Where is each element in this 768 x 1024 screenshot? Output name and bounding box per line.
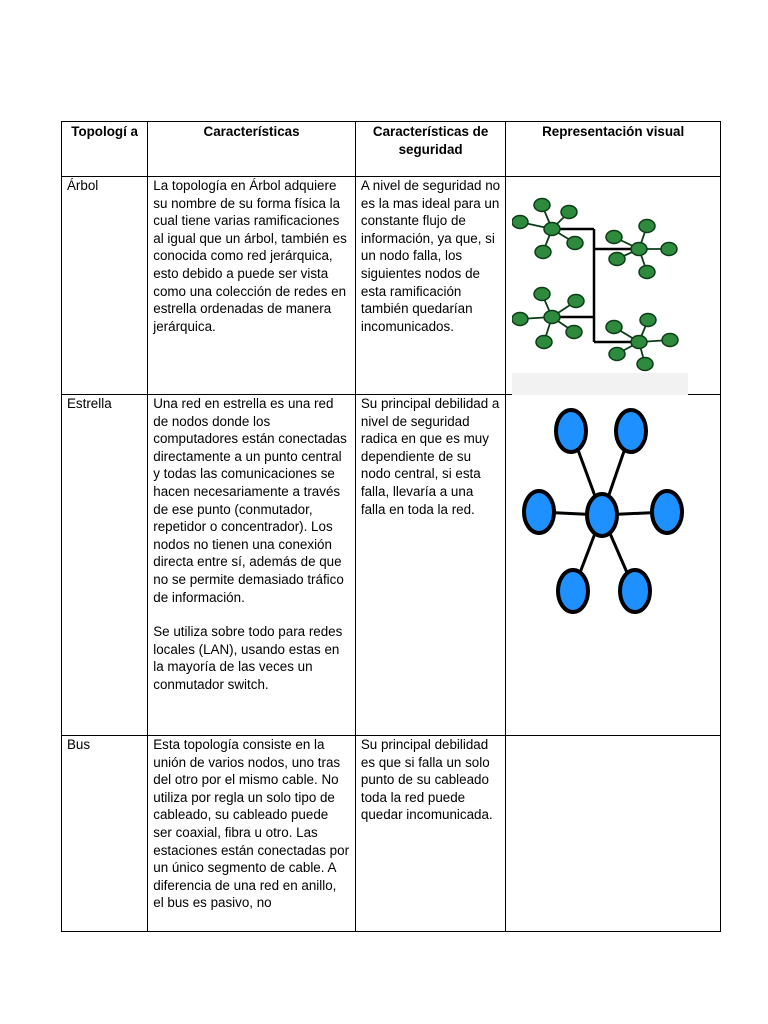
- header-representacion: Representación visual: [506, 122, 721, 177]
- row-seguridad-estrella: Su principal debilidad a nivel de seguridad radica en que es muy dependiente de su nodo central, si esta falla, llevaría a una falla en toda la red.: [355, 395, 505, 736]
- row-caracteristicas-bus: Esta topología consiste en la unión de varios nodos, uno tras del otro por el mismo cable. No utiliza por regla un solo tipo de cableado, su cableado puede ser coaxial, fibra u otro. Las estaciones están conectadas por un único segmento de cable. A diferencia de una red en anillo, el bus es pasivo, no: [148, 736, 356, 932]
- row-representacion-estrella: [506, 395, 721, 736]
- table-header-row: [62, 122, 721, 177]
- table-row-bus: [62, 736, 721, 932]
- row-seguridad-bus: Su principal debilidad es que si falla un solo punto de su cableado toda la red puede quedar incomunicada.: [355, 736, 505, 932]
- row-representacion-bus: [506, 736, 721, 932]
- table-row-estrella: [62, 395, 721, 736]
- row-caracteristicas-estrella: [148, 395, 356, 736]
- table-row-arbol: [62, 177, 721, 395]
- row-name-estrella: Estrella: [62, 395, 148, 736]
- header-topologia: Topologí a: [62, 122, 148, 177]
- header-seguridad: Características de seguridad: [355, 122, 505, 177]
- row-name-arbol: Árbol: [62, 177, 148, 395]
- tree-topology-diagram: [512, 177, 688, 395]
- row-name-bus: Bus: [62, 736, 148, 932]
- star-topology-diagram: [516, 401, 688, 623]
- row-seguridad-arbol: A nivel de seguridad no es la mas ideal para un constante flujo de información, ya que, si un nodo falla, los siguientes nodos de esta ramificación también quedarían incomunicados.: [355, 177, 505, 395]
- row-representacion-arbol: [506, 177, 721, 395]
- estrella-caracteristicas-p2: Se utiliza sobre todo para redes locales (LAN), usando estas en la mayoría de las veces un conmutador switch.: [153, 624, 343, 692]
- topology-table: [61, 121, 721, 932]
- row-caracteristicas-arbol: La topología en Árbol adquiere su nombre de su forma física la cual tiene varias ramificaciones al igual que un árbol, también es conocida como red jerárquica, esto debido a puede ser vista como una colección de redes en estrella ordenadas de manera jerárquica.: [148, 177, 356, 395]
- estrella-caracteristicas-p1: Una red en estrella es una red de nodos donde los computadores están conectadas directamente a un punto central y todas las comunicaciones se hacen necesariamente a través de ese punto (conmutador, repetidor o concentrador). Los nodos no tienen una conexión directa entre sí, además de que no se permite demasiado tráfico de información.: [153, 396, 347, 605]
- header-caracteristicas: Características: [148, 122, 356, 177]
